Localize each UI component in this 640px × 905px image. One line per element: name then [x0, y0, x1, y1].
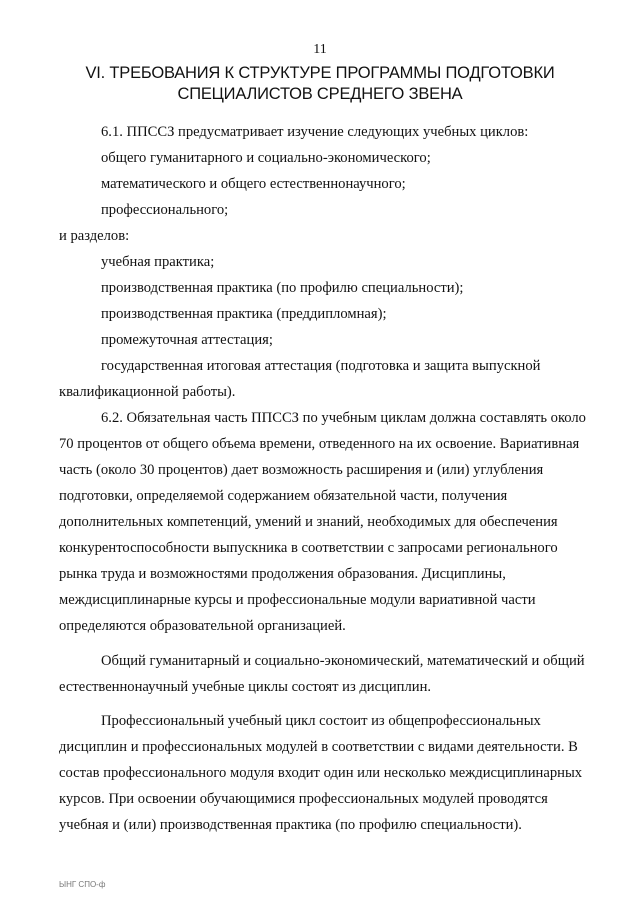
clause-6-2-line-9: определяются образовательной организацией. — [59, 618, 346, 634]
sections-label: и разделов: — [59, 228, 130, 244]
clause-6-2-line-2: 70 процентов от общего объема времени, отведенного на их освоение. Вариативная — [59, 436, 580, 452]
paragraph-4-line-4: курсов. При освоении обучающимися профессиональных модулей проводятся — [59, 791, 548, 807]
section-item-1: учебная практика; — [101, 254, 215, 270]
cycle-item-2: математического и общего естественнонаучного; — [101, 176, 406, 192]
section-item-5-line-1 — [101, 357, 611, 375]
section-item-3: производственная практика (преддипломная); — [101, 306, 387, 322]
cycle-item-3: профессионального; — [101, 202, 229, 218]
paragraph-3-line-2: естественнонаучный учебные циклы состоят из дисциплин. — [59, 679, 432, 695]
clause-6-2-line-1: 6.2. Обязательная часть ППССЗ по учебным циклам должна составлять около — [101, 410, 586, 426]
clause-6-2-line-5: дополнительных компетенций, умений и знаний, необходимых для обеспечения — [59, 514, 558, 530]
paragraph-4-line-3: состав профессионального модуля входит один или несколько междисциплинарных — [59, 765, 583, 781]
clause-6-1-intro: 6.1. ППССЗ предусматривает изучение следующих учебных циклов: — [101, 124, 529, 140]
paragraph-4-line-2: дисциплин и профессиональных модулей в соответствии с видами деятельности. В — [59, 739, 578, 755]
section-item-4: промежуточная аттестация; — [101, 332, 273, 348]
page-number: 11 — [313, 42, 327, 57]
footer-mark: ЫНГ СПО-ф — [59, 880, 106, 889]
clause-6-2-line-3: часть (около 30 процентов) дает возможность расширения и (или) углубления — [59, 462, 544, 478]
section-item-2: производственная практика (по профилю специальности); — [101, 280, 464, 296]
clause-6-2-line-7: рынка труда и возможностями продолжения образования. Дисциплины, — [59, 566, 506, 582]
section-title-line-1: VI. ТРЕБОВАНИЯ К СТРУКТУРЕ ПРОГРАММЫ ПОДГОТОВКИ — [85, 64, 555, 82]
paragraph-3-line-1: Общий гуманитарный и социально-экономический, математический и общий — [101, 653, 585, 669]
section-item-5-text-1: государственная итоговая аттестация (подготовка и защита выпускной — [101, 358, 541, 374]
section-title-line-2: СПЕЦИАЛИСТОВ СРЕДНЕГО ЗВЕНА — [177, 85, 463, 103]
section-title — [0, 63, 640, 105]
clause-6-2-line-4: подготовки, определяемой содержанием обязательной части, получения — [59, 488, 508, 504]
clause-6-2-line-8: междисциплинарные курсы и профессиональные модули вариативной части — [59, 592, 536, 608]
paragraph-4-line-5: учебная и (или) производственная практика (по профилю специальности). — [59, 817, 522, 833]
paragraph-4-line-1: Профессиональный учебный цикл состоит из общепрофессиональных — [101, 713, 541, 729]
cycle-item-1: общего гуманитарного и социально-экономического; — [101, 150, 431, 166]
clause-6-2-line-6: конкурентоспособности выпускника в соответствии с запросами регионального — [59, 540, 558, 556]
section-item-5-line-2: квалификационной работы). — [59, 384, 236, 400]
